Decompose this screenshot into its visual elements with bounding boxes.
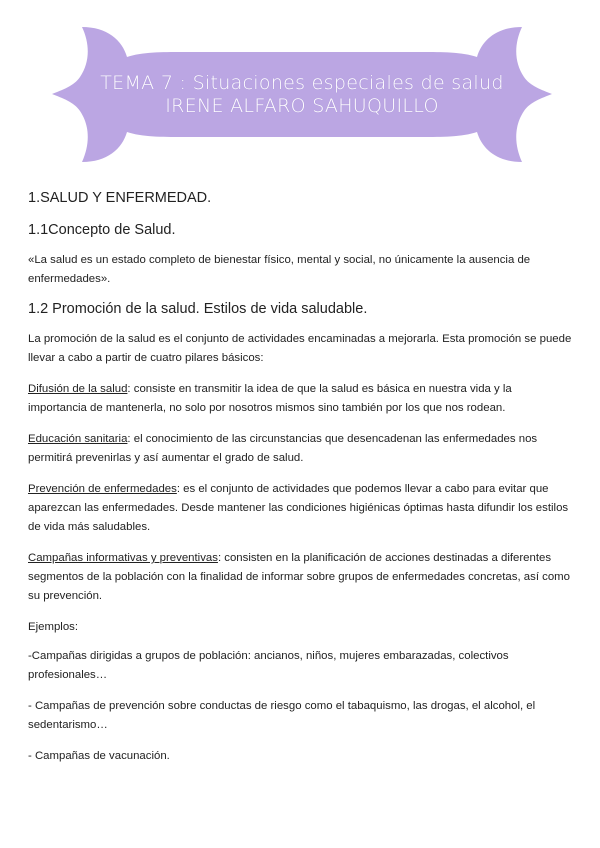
example-item: -Campañas dirigidas a grupos de población: ancianos, niños, mujeres embarazadas, colectivos profesionales… (28, 650, 509, 681)
document-body (28, 190, 573, 778)
section-1-heading: 1.SALUD Y ENFERMEDAD. (28, 190, 212, 206)
banner-title-line2: IRENE ALFARO SAHUQUILLO (165, 95, 439, 117)
title-banner (52, 22, 552, 167)
pillar-paragraph (28, 549, 573, 606)
promotion-intro: La promoción de la salud es el conjunto de actividades encaminadas a mejorarla. Esta promoción se puede llevar a cabo a partir de cuatro pilares básicos: (28, 333, 572, 364)
pillar-text: : es el conjunto de actividades que podemos llevar a cabo para evitar que aparezcan las enfermedades. Desde mantener las condiciones higiénicas óptimas hasta difundir los estilos de vida más saludables. (28, 483, 569, 533)
pillar-text: : consisten en la planificación de acciones destinadas a diferentes segmentos de la población con la finalidad de informar sobre grupos de enfermedades concretas, así como su prevención. (28, 552, 571, 602)
banner-title (52, 72, 552, 118)
example-item: - Campañas de vacunación. (28, 750, 170, 762)
pillar-paragraph (28, 380, 573, 418)
health-definition: «La salud es un estado completo de bienestar físico, mental y social, no únicamente la ausencia de enfermedades». (28, 254, 531, 285)
pillar-term: Difusión de la salud (28, 383, 128, 395)
example-item: - Campañas de prevención sobre conductas de riesgo como el tabaquismo, las drogas, el alcohol, el sedentarismo… (28, 700, 536, 731)
pillar-term: Prevención de enfermedades (28, 483, 177, 495)
section-1-2-heading: 1.2 Promoción de la salud. Estilos de vida saludable. (28, 301, 368, 317)
section-1-1-heading: 1.1Concepto de Salud. (28, 222, 176, 238)
pillar-text: : el conocimiento de las circunstancias que desencadenan las enfermedades nos permitirá prevenirlas y así aumentar el grado de salud. (28, 433, 538, 464)
examples-heading: Ejemplos: (28, 621, 79, 633)
banner-title-line1: TEMA 7 : Situaciones especiales de salud (100, 72, 504, 94)
pillar-paragraph (28, 430, 573, 468)
pillar-paragraph (28, 480, 573, 537)
pillar-text: : consiste en transmitir la idea de que la salud es básica en nuestra vida y la importancia de mantenerla, no solo por nosotros mismos sino también por los que nos rodean. (28, 383, 512, 414)
pillar-term: Campañas informativas y preventivas (28, 552, 218, 564)
pillar-term: Educación sanitaria (28, 433, 128, 445)
